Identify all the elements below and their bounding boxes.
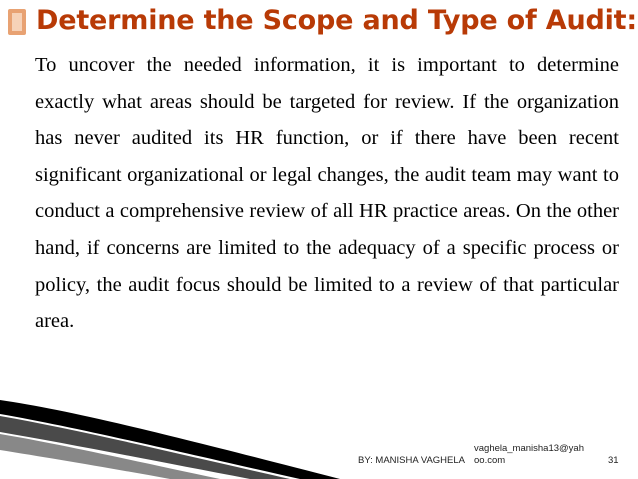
- slide-title: Determine the Scope and Type of Audit:: [36, 5, 637, 36]
- footer-author: BY: MANISHA VAGHELA: [358, 455, 466, 466]
- slide-body-text: To uncover the needed information, it is important to determine exactly what areas should be targeted for review. If the organization has never audited its HR function, or if there have been recent significant organizational or legal changes, the audit team may want to conduct a comprehensive review of all HR practice areas. On the other hand, if concerns are limited to the adequacy of a specific process or policy, the audit focus should be limited to a review of that particular area.: [35, 54, 619, 333]
- decorative-swoosh-icon: [0, 380, 340, 479]
- title-bullet-icon: [8, 9, 26, 35]
- footer-page-number: 31: [608, 455, 619, 466]
- footer-email: vaghela_manisha13@yahoo.com: [474, 443, 584, 466]
